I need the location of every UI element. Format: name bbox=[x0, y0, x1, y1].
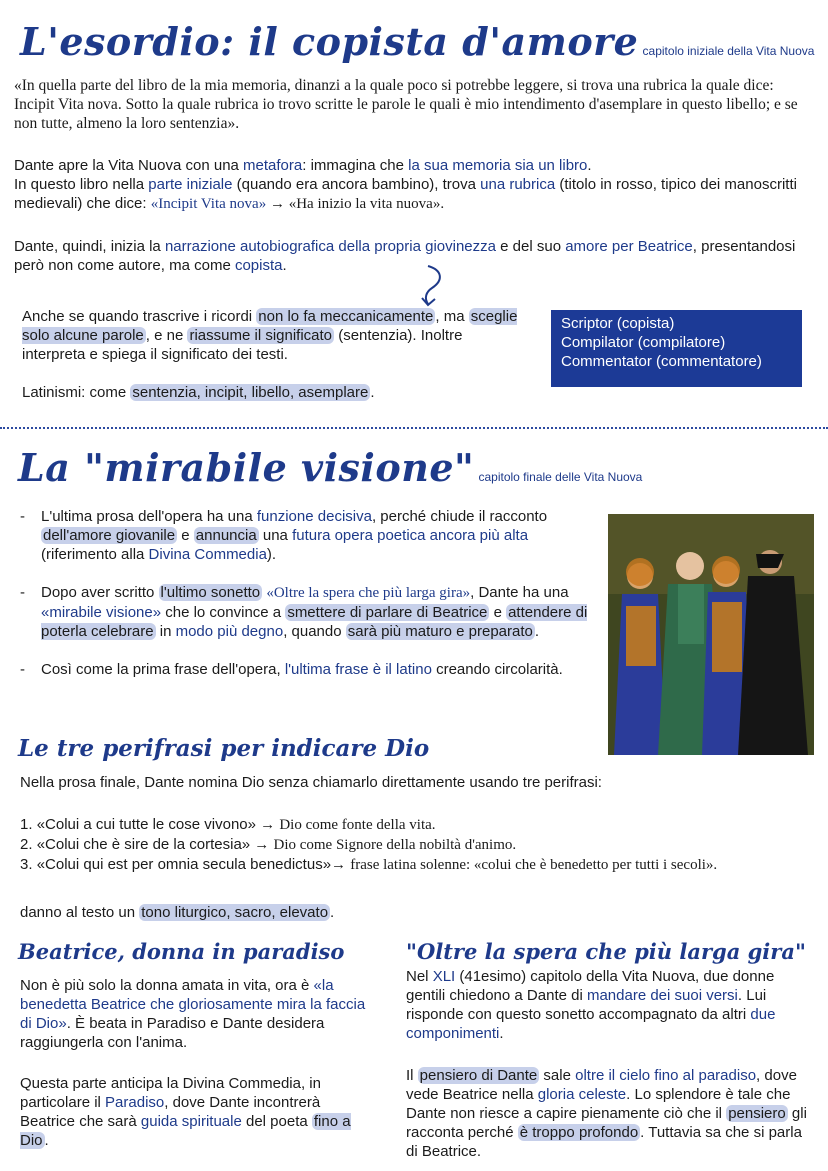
painting-figures bbox=[608, 514, 814, 755]
roles-box bbox=[551, 310, 802, 387]
perifrasi-list bbox=[20, 815, 828, 875]
perifrasi-intro: Nella prosa finale, Dante nomina Dio senza chiamarlo direttamente usando tre perifrasi: bbox=[20, 774, 602, 791]
curved-arrow-icon bbox=[412, 262, 452, 308]
section5-title: "Oltre la spera che più larga gira" bbox=[406, 939, 806, 964]
sonnet-paragraph-2: Il pensiero di Dante sale oltre il cielo fino al paradiso, dove vede Beatrice nella gloria celeste. Lo splendore è tale che Dante non riesce a capire pienamente ciò che il pensiero gli racconta perché è troppo profondo . Tuttavia sa che si parla di Beatrice. bbox=[406, 1067, 807, 1160]
section1-header bbox=[20, 20, 820, 64]
painting-image bbox=[608, 514, 814, 755]
perifrasi-item-2: 2. «Colui che è sire de la cortesia» → Dio come Signore della nobiltà d'animo. bbox=[20, 836, 517, 853]
vision-bullet-list bbox=[14, 507, 592, 679]
intro-quote: «In quella parte del libro de la mia memoria, dinanzi a la quale poco si potrebbe leggere, si trova una rubrica la quale dice: Incipit Vita nova. Sotto la quale rubrica io trovo scritte le parole le quali è mio intendimento d'asemplare in questo libello; e se non tutte, almeno la loro sentenzia». bbox=[14, 77, 798, 132]
section-divider bbox=[0, 427, 828, 429]
latinisms-line: Latinismi: come sentenzia, incipit, libello, asemplare . bbox=[22, 384, 375, 401]
section1-paragraph-1: Dante apre la Vita Nuova con una metafora: immagina che la sua memoria sia un libro. In questo libro nella parte iniziale (quando era ancora bambino), trova una rubrica (titolo in rosso, tipico dei manoscritti medievali) che dice: «Incipit Vita nova» → «Ha inizio la vita nuova». bbox=[14, 157, 797, 212]
perifrasi-item-3: 3. «Colui qui est per omnia secula benedictus»→ frase latina solenne: «colui che è benedetto per tutti i secoli». bbox=[20, 856, 718, 873]
beatrice-paragraph-2: Questa parte anticipa la Divina Commedia, in particolare il Paradiso, dove Dante incontrerà Beatrice che sarà guida spirituale del poeta fino a Dio . bbox=[20, 1075, 351, 1149]
tone-line: danno al testo un tono liturgico, sacro, elevato . bbox=[20, 904, 335, 921]
bullet-item: - Così come la prima frase dell'opera, l'ultima frase è il latino creando circolarità. bbox=[14, 660, 592, 679]
section1-title: L'esordio: il copista d'amore bbox=[20, 19, 639, 64]
bullet-item: - Dopo aver scritto l'ultimo sonetto «Oltre la spera che più larga gira», Dante ha una «mirabile visione» che lo convince a smettere di parlare di Beatrice e attendere di poterla celebrare in modo più degno, quando sarà più maturo e preparato . bbox=[14, 583, 592, 641]
sonnet-paragraph-1: Nel XLI (41esimo) capitolo della Vita Nuova, due donne gentili chiedono a Dante di mandare dei suoi versi. Lui risponde con questo sonetto accompagnato da altri due componimenti. bbox=[406, 968, 776, 1042]
section1-paragraph-3: Anche se quando trascrive i ricordi non lo fa meccanicamente , ma sceglie solo alcune parole , e ne riassume il significato (sentenzia). Inoltre interpreta e spiega il significato dei testi. bbox=[22, 308, 518, 363]
bullet-item: - L'ultima prosa dell'opera ha una funzione decisiva, perché chiude il racconto dell'amore giovanile e annuncia una futura opera poetica ancora più alta (riferimento alla Divina Commedia). bbox=[14, 507, 592, 564]
section2-title: La "mirabile visione" bbox=[18, 445, 475, 490]
role-commentator: Commentator (commentatore) bbox=[561, 353, 762, 370]
section4-title: Beatrice, donna in paradiso bbox=[18, 939, 345, 964]
section1-paragraph-2: Dante, quindi, inizia la narrazione autobiografica della propria giovinezza e del suo amore per Beatrice, presentandosi però non come autore, ma come copista. bbox=[14, 238, 796, 274]
beatrice-paragraph-1: Non è più solo la donna amata in vita, ora è «la benedetta Beatrice che gloriosamente mira la faccia di Dio». È beata in Paradiso e Dante desidera raggiungerla con l'anima. bbox=[20, 977, 366, 1051]
section2-caption: capitolo finale delle Vita Nuova bbox=[478, 470, 643, 484]
perifrasi-item-1: 1. «Colui a cui tutte le cose vivono» → Dio come fonte della vita. bbox=[20, 816, 436, 833]
section3-title: Le tre perifrasi per indicare Dio bbox=[18, 735, 430, 762]
section2-header bbox=[18, 446, 818, 490]
role-scriptor: Scriptor (copista) bbox=[561, 315, 675, 332]
section1-caption: capitolo iniziale della Vita Nuova bbox=[642, 44, 815, 58]
role-compilator: Compilator (compilatore) bbox=[561, 334, 726, 351]
